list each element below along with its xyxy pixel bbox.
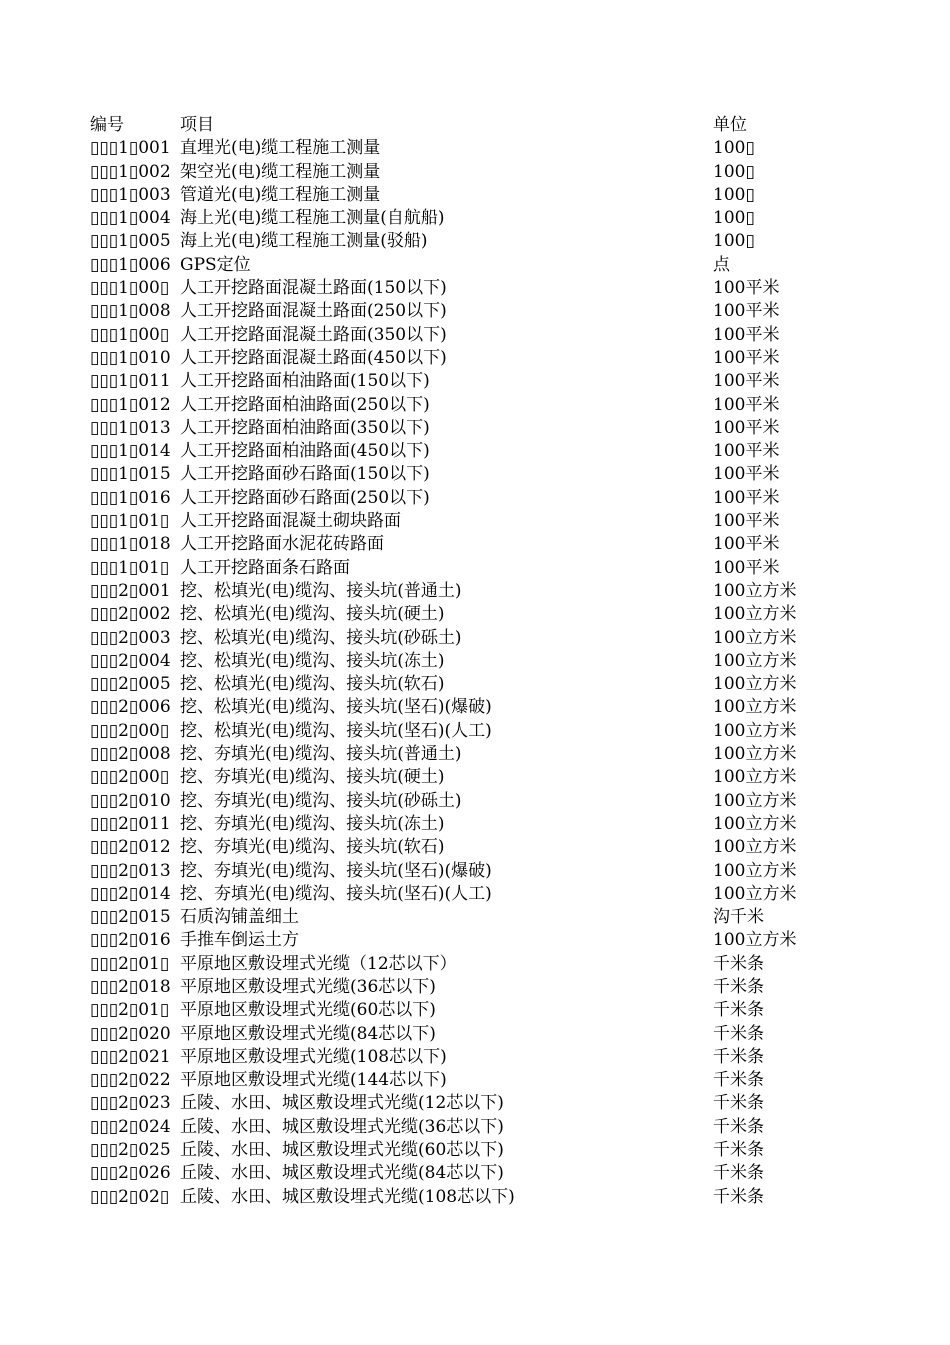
row-item: 挖、夯填光(电)缆沟、接头坑(软石) [180,837,445,858]
row-unit: 100平米 [713,347,780,368]
row-unit: 千米条 [713,1000,764,1021]
row-code: ▯▯▯1▯016 [90,487,171,508]
row-unit: 100立方米 [713,697,797,718]
row-unit: 100立方米 [713,650,797,671]
row-item: 人工开挖路面柏油路面(150以下) [180,371,430,392]
row-unit: 千米条 [713,1116,764,1137]
row-unit: 100平米 [713,487,780,508]
row-item: 平原地区敷设埋式光缆(60芯以下) [180,1000,436,1021]
row-item: 海上光(电)缆工程施工测量(自航船) [180,208,445,229]
row-unit: 千米条 [713,1023,764,1044]
row-code: ▯▯▯2▯013 [90,860,171,881]
row-unit: 100▯ [713,231,755,252]
row-code: ▯▯▯2▯003 [90,627,171,648]
row-item: 人工开挖路面条石路面 [180,557,350,578]
row-unit: 千米条 [713,976,764,997]
row-code: ▯▯▯2▯021 [90,1046,171,1067]
table-row [90,929,850,952]
row-unit: 100平米 [713,534,780,555]
row-item: 丘陵、水田、城区敷设埋式光缆(60芯以下) [180,1140,504,1161]
table-row [90,790,850,813]
row-unit: 100立方米 [713,930,797,951]
row-code: ▯▯▯2▯008 [90,744,171,765]
row-item: 人工开挖路面柏油路面(350以下) [180,417,430,438]
row-unit: 100平米 [713,278,780,299]
row-code: ▯▯▯1▯005 [90,231,171,252]
row-code: ▯▯▯2▯01▯ [90,1000,170,1021]
row-code: ▯▯▯2▯016 [90,930,171,951]
table-row [90,394,850,417]
table-row [90,440,850,463]
row-unit: 点 [713,254,730,275]
table-row [90,953,850,976]
table-row [90,487,850,510]
row-item: 挖、夯填光(电)缆沟、接头坑(普通土) [180,744,462,765]
row-code: ▯▯▯2▯026 [90,1163,171,1184]
row-code: ▯▯▯2▯018 [90,976,171,997]
table-row [90,510,850,533]
row-unit: 千米条 [713,953,764,974]
row-code: ▯▯▯1▯01▯ [90,557,170,578]
row-code: ▯▯▯2▯010 [90,790,171,811]
row-code: ▯▯▯2▯001 [90,580,171,601]
row-item: 挖、夯填光(电)缆沟、接头坑(坚石)(爆破) [180,860,492,881]
table-row [90,1139,850,1162]
row-item: 挖、松填光(电)缆沟、接头坑(软石) [180,674,445,695]
header-code: 编号 [90,115,124,135]
row-code: ▯▯▯2▯006 [90,697,171,718]
row-code: ▯▯▯1▯011 [90,371,171,392]
row-unit: 100立方米 [713,813,797,834]
table-row [90,417,850,440]
row-item: 平原地区敷设埋式光缆(108芯以下) [180,1046,447,1067]
row-item: 挖、松填光(电)缆沟、接头坑(冻土) [180,650,445,671]
row-unit: 100平米 [713,557,780,578]
row-code: ▯▯▯1▯004 [90,208,171,229]
row-unit: 100立方米 [713,860,797,881]
row-item: 挖、松填光(电)缆沟、接头坑(硬土) [180,604,445,625]
table-row [90,883,850,906]
table-row [90,137,850,160]
row-code: ▯▯▯2▯022 [90,1070,171,1091]
row-code: ▯▯▯1▯010 [90,347,171,368]
row-item: 人工开挖路面混凝土路面(150以下) [180,278,447,299]
table-row [90,813,850,836]
row-unit: 100立方米 [713,837,797,858]
row-unit: 100立方米 [713,580,797,601]
table-row [90,230,850,253]
row-item: 直埋光(电)缆工程施工测量 [180,138,381,159]
row-code: ▯▯▯2▯024 [90,1116,171,1137]
table-row [90,557,850,580]
table-row [90,1046,850,1069]
row-item: 海上光(电)缆工程施工测量(驳船) [180,231,428,252]
row-unit: 100立方米 [713,720,797,741]
row-unit: 100▯ [713,161,755,182]
table-row [90,673,850,696]
header-item: 项目 [180,115,214,135]
row-item: 挖、松填光(电)缆沟、接头坑(坚石)(爆破) [180,697,492,718]
row-unit: 100平米 [713,394,780,415]
table-row [90,1069,850,1092]
row-item: 平原地区敷设埋式光缆（12芯以下） [180,953,457,974]
table-row [90,463,850,486]
row-unit: 100立方米 [713,674,797,695]
row-unit: 100平米 [713,301,780,322]
row-code: ▯▯▯1▯018 [90,534,171,555]
header-unit: 单位 [713,115,747,135]
table-row [90,906,850,929]
table-row [90,533,850,556]
table-row [90,1186,850,1209]
table-row [90,720,850,743]
table-row [90,1092,850,1115]
row-unit: 千米条 [713,1046,764,1067]
table-row [90,207,850,230]
table-row [90,370,850,393]
row-unit: 100立方米 [713,604,797,625]
row-code: ▯▯▯1▯006 [90,254,171,275]
row-unit: 沟千米 [713,907,764,928]
row-item: 架空光(电)缆工程施工测量 [180,161,381,182]
row-unit: 100立方米 [713,767,797,788]
row-item: 挖、夯填光(电)缆沟、接头坑(坚石)(人工) [180,883,492,904]
table-row [90,1162,850,1185]
row-code: ▯▯▯1▯013 [90,417,171,438]
row-item: 手推车倒运土方 [180,930,299,951]
row-code: ▯▯▯1▯002 [90,161,171,182]
row-code: ▯▯▯2▯012 [90,837,171,858]
row-code: ▯▯▯1▯01▯ [90,511,170,532]
row-code: ▯▯▯2▯020 [90,1023,171,1044]
row-unit: 千米条 [713,1186,764,1207]
row-unit: 100平米 [713,511,780,532]
row-unit: 100▯ [713,208,755,229]
row-item: 丘陵、水田、城区敷设埋式光缆(12芯以下) [180,1093,504,1114]
row-unit: 100立方米 [713,744,797,765]
table-row [90,860,850,883]
table-row [90,999,850,1022]
row-unit: 100平米 [713,324,780,345]
row-unit: 千米条 [713,1140,764,1161]
row-item: 人工开挖路面混凝土路面(450以下) [180,347,447,368]
table-row [90,836,850,859]
row-code: ▯▯▯1▯014 [90,441,171,462]
row-code: ▯▯▯2▯014 [90,883,171,904]
row-item: 平原地区敷设埋式光缆(36芯以下) [180,976,436,997]
row-item: 平原地区敷设埋式光缆(144芯以下) [180,1070,447,1091]
table-row [90,650,850,673]
row-item: 人工开挖路面砂石路面(150以下) [180,464,430,485]
row-unit: 100平米 [713,441,780,462]
row-code: ▯▯▯2▯015 [90,907,171,928]
row-item: 挖、松填光(电)缆沟、接头坑(普通土) [180,580,462,601]
row-code: ▯▯▯1▯00▯ [90,324,170,345]
table-row [90,976,850,999]
row-item: 挖、夯填光(电)缆沟、接头坑(砂砾土) [180,790,462,811]
table-row [90,324,850,347]
row-item: 丘陵、水田、城区敷设埋式光缆(108芯以下) [180,1186,515,1207]
table-row [90,254,850,277]
row-code: ▯▯▯1▯003 [90,184,171,205]
table-row [90,1116,850,1139]
row-item: 人工开挖路面柏油路面(250以下) [180,394,430,415]
row-code: ▯▯▯2▯023 [90,1093,171,1114]
table-row [90,184,850,207]
row-code: ▯▯▯1▯012 [90,394,171,415]
row-code: ▯▯▯2▯025 [90,1140,171,1161]
row-item: 挖、夯填光(电)缆沟、接头坑(硬土) [180,767,445,788]
row-code: ▯▯▯1▯00▯ [90,278,170,299]
row-code: ▯▯▯2▯00▯ [90,720,170,741]
row-code: ▯▯▯1▯001 [90,138,171,159]
row-unit: 100立方米 [713,883,797,904]
row-unit: 100平米 [713,464,780,485]
header-row [90,114,850,137]
table-body [90,137,850,1209]
row-item: 平原地区敷设埋式光缆(84芯以下) [180,1023,436,1044]
table-row [90,161,850,184]
row-item: 人工开挖路面柏油路面(450以下) [180,441,430,462]
row-unit: 100立方米 [713,627,797,648]
row-code: ▯▯▯2▯011 [90,813,171,834]
row-code: ▯▯▯2▯004 [90,650,171,671]
row-unit: 千米条 [713,1070,764,1091]
row-item: 管道光(电)缆工程施工测量 [180,184,381,205]
table-row [90,766,850,789]
table-row [90,580,850,603]
table-row [90,347,850,370]
row-unit: 100平米 [713,371,780,392]
row-unit: 100平米 [713,417,780,438]
row-item: 人工开挖路面混凝土砌块路面 [180,511,401,532]
spreadsheet-table [90,114,850,1209]
row-item: 石质沟铺盖细土 [180,907,299,928]
table-row [90,627,850,650]
row-item: 挖、松填光(电)缆沟、接头坑(砂砾土) [180,627,462,648]
row-item: 丘陵、水田、城区敷设埋式光缆(84芯以下) [180,1163,504,1184]
row-item: 人工开挖路面水泥花砖路面 [180,534,384,555]
row-item: 人工开挖路面混凝土路面(250以下) [180,301,447,322]
table-row [90,603,850,626]
table-row [90,696,850,719]
row-code: ▯▯▯2▯00▯ [90,767,170,788]
table-row [90,1023,850,1046]
row-unit: 100▯ [713,184,755,205]
row-unit: 100立方米 [713,790,797,811]
row-item: 人工开挖路面砂石路面(250以下) [180,487,430,508]
row-code: ▯▯▯2▯002 [90,604,171,625]
table-row [90,743,850,766]
row-unit: 100▯ [713,138,755,159]
row-item: 丘陵、水田、城区敷设埋式光缆(36芯以下) [180,1116,504,1137]
table-row [90,300,850,323]
row-code: ▯▯▯2▯02▯ [90,1186,170,1207]
row-item: 人工开挖路面混凝土路面(350以下) [180,324,447,345]
row-code: ▯▯▯1▯008 [90,301,171,322]
row-item: GPS定位 [180,254,251,275]
row-unit: 千米条 [713,1163,764,1184]
row-code: ▯▯▯1▯015 [90,464,171,485]
row-item: 挖、夯填光(电)缆沟、接头坑(冻土) [180,813,445,834]
row-item: 挖、松填光(电)缆沟、接头坑(坚石)(人工) [180,720,492,741]
row-code: ▯▯▯2▯005 [90,674,171,695]
row-code: ▯▯▯2▯01▯ [90,953,170,974]
table-row [90,277,850,300]
row-unit: 千米条 [713,1093,764,1114]
